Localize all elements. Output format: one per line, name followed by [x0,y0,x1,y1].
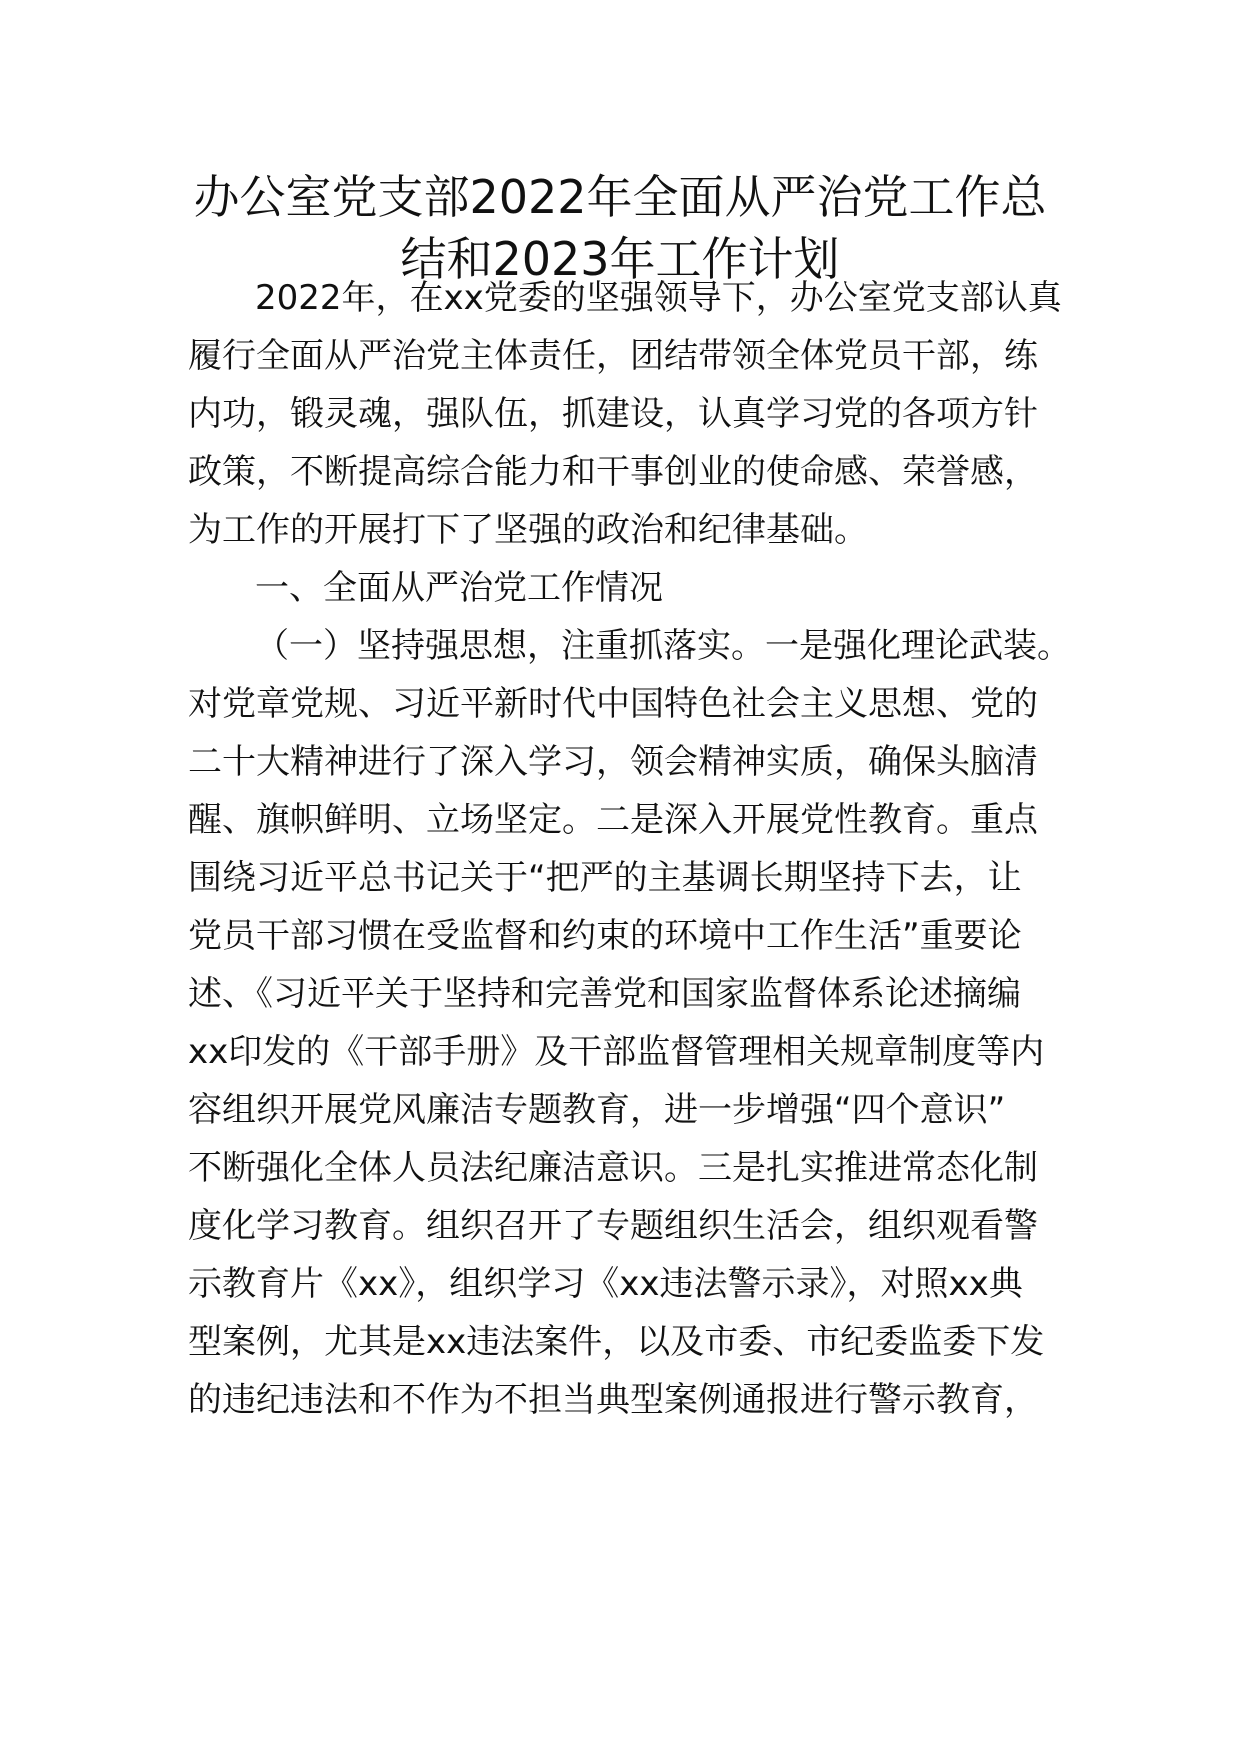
paragraph-line: 型案例，尤其是xx违法案件，以及市委、市纪委监委下发 [188,1322,1045,1362]
paragraph-line: 对党章党规、习近平新时代中国特色社会主义思想、党的 [188,684,1038,724]
document-title-line-1: 办公室党支部2022年全面从严治党工作总 [193,170,1047,224]
paragraph-line: 醒、旗帜鲜明、立场坚定。二是深入开展党性教育。重点 [188,800,1038,840]
paragraph-line: 党员干部习惯在受监督和约束的环境中工作生活”重要论 [188,916,1022,956]
paragraph-line: 围绕习近平总书记关于“把严的主基调长期坚持下去，让 [188,858,1022,898]
paragraph-line: （一）坚持强思想，注重抓落实。一是强化理论武装。 [255,626,1071,666]
paragraph-line: 示教育片《xx》，组织学习《xx违法警示录》，对照xx典 [188,1264,1023,1304]
paragraph-line: 为工作的开展打下了坚强的政治和纪律基础。 [188,510,868,550]
paragraph-line: 二十大精神进行了深入学习，领会精神实质，确保头脑清 [188,742,1038,782]
paragraph-line: 容组织开展党风廉洁专题教育，进一步增强“四个意识” [188,1090,1006,1130]
section-heading: 一、全面从严治党工作情况 [255,568,663,608]
paragraph-line: 履行全面从严治党主体责任，团结带领全体党员干部，练 [188,336,1038,376]
paragraph-line: 度化学习教育。组织召开了专题组织生活会，组织观看警 [188,1206,1038,1246]
paragraph-line: 内功，锻灵魂，强队伍，抓建设，认真学习党的各项方针 [188,394,1038,434]
paragraph-line: xx印发的《干部手册》及干部监督管理相关规章制度等内 [188,1032,1045,1072]
paragraph-line: 2022年，在xx党委的坚强领导下，办公室党支部认真 [255,278,1062,318]
paragraph-line: 述、《习近平关于坚持和完善党和国家监督体系论述摘编 [188,974,1021,1014]
document-title-line-2: 结和2023年工作计划 [400,232,840,286]
paragraph-line: 不断强化全体人员法纪廉洁意识。三是扎实推进常态化制 [188,1148,1038,1188]
paragraph-line: 的违纪违法和不作为不担当典型案例通报进行警示教育， [188,1380,1038,1420]
paragraph-line: 政策，不断提高综合能力和干事创业的使命感、荣誉感， [188,452,1038,492]
